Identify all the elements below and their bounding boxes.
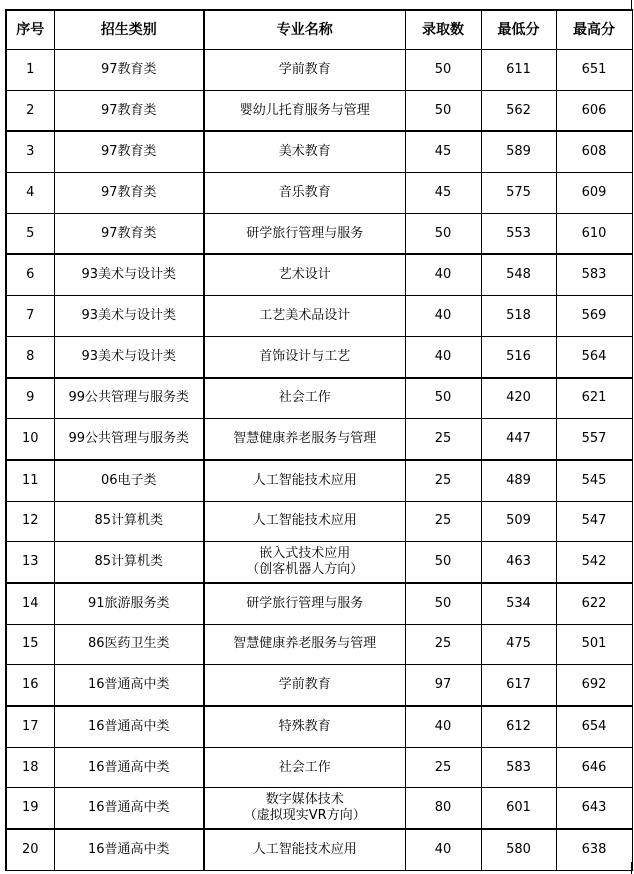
cell-no — [6, 296, 54, 337]
cell-major-text: 嵌入式技术应用 — [259, 546, 351, 562]
header-max-score: 最高分 — [556, 10, 632, 50]
cell-max-score — [556, 131, 632, 172]
cell-category — [54, 419, 204, 460]
cell-major-text: 智慧健康养老服务与管理 — [233, 636, 377, 652]
cell-major — [204, 624, 405, 665]
cell-min-score — [481, 173, 556, 214]
table-row — [6, 50, 632, 91]
cell-major — [204, 501, 405, 542]
cell-admitted-text: 40 — [434, 841, 452, 857]
table-row — [6, 173, 632, 214]
cell-max-score-text: 609 — [581, 184, 607, 200]
cell-major — [204, 131, 405, 172]
cell-max-score — [556, 747, 632, 788]
table-row — [6, 213, 632, 254]
cell-major-text: 首饰设计与工艺 — [259, 348, 351, 364]
cell-min-score-text: 589 — [506, 144, 531, 160]
table-row — [6, 296, 632, 337]
table-row — [6, 501, 632, 542]
cell-no-text: 18 — [21, 759, 39, 775]
cell-major-text: 数字媒体技术 — [265, 792, 344, 808]
cell-admitted-text: 45 — [434, 184, 452, 200]
cell-admitted-text: 97 — [434, 677, 452, 693]
cell-admitted-text: 50 — [434, 61, 452, 77]
border-edge-top — [631, 0, 632, 9]
cell-no-text: 1 — [26, 61, 35, 77]
cell-admitted — [405, 378, 481, 419]
table-row — [6, 829, 632, 870]
cell-max-score — [556, 296, 632, 337]
cell-major — [204, 665, 405, 706]
cell-major — [204, 336, 405, 377]
cell-admitted — [405, 254, 481, 295]
cell-min-score-text: 534 — [506, 595, 531, 611]
cell-min-score-text: 475 — [506, 636, 531, 652]
cell-min-score-text: 420 — [506, 390, 531, 406]
cell-category — [54, 747, 204, 788]
cell-max-score-text: 610 — [581, 225, 607, 241]
cell-no — [6, 131, 54, 172]
cell-min-score — [481, 788, 556, 829]
cell-category-text: 16普通高中类 — [87, 677, 170, 693]
cell-major — [204, 788, 405, 829]
cell-max-score-text: 622 — [581, 595, 607, 611]
cell-category-text: 97教育类 — [100, 184, 157, 200]
cell-no — [6, 90, 54, 131]
cell-admitted — [405, 747, 481, 788]
cell-major-text: 学前教育 — [278, 677, 331, 693]
cell-min-score-text: 583 — [506, 759, 531, 775]
table-body — [6, 50, 632, 871]
cell-major — [204, 419, 405, 460]
cell-max-score-text: 557 — [581, 431, 607, 447]
cell-admitted-text: 40 — [434, 307, 452, 323]
cell-category-text: 16普通高中类 — [87, 800, 170, 816]
cell-min-score — [481, 336, 556, 377]
cell-major — [204, 378, 405, 419]
table-row — [6, 624, 632, 665]
cell-admitted-text: 50 — [434, 225, 452, 241]
cell-admitted-text: 25 — [434, 513, 452, 529]
cell-no-text: 9 — [26, 390, 35, 406]
cell-max-score-text: 654 — [581, 718, 607, 734]
cell-no-text: 13 — [21, 554, 39, 570]
cell-admitted-text: 40 — [434, 267, 452, 283]
cell-min-score-text: 548 — [506, 267, 531, 283]
cell-no — [6, 706, 54, 747]
cell-category-text: 16普通高中类 — [87, 718, 170, 734]
table-row — [6, 336, 632, 377]
cell-min-score — [481, 624, 556, 665]
table-row — [6, 706, 632, 747]
cell-min-score — [481, 542, 556, 583]
cell-no — [6, 254, 54, 295]
cell-no-text: 3 — [26, 144, 35, 160]
cell-admitted — [405, 173, 481, 214]
cell-admitted-text: 25 — [434, 759, 452, 775]
cell-major — [204, 829, 405, 870]
cell-category — [54, 90, 204, 131]
header-row — [6, 10, 632, 50]
table-row — [6, 665, 632, 706]
cell-min-score — [481, 583, 556, 624]
cell-max-score — [556, 254, 632, 295]
cell-min-score-text: 489 — [506, 472, 531, 488]
cell-max-score-text: 569 — [581, 307, 607, 323]
cell-category-text: 99公共管理与服务类 — [68, 390, 190, 406]
cell-major — [204, 254, 405, 295]
cell-category — [54, 378, 204, 419]
cell-max-score-text: 638 — [581, 841, 607, 857]
cell-category-text: 93美术与设计类 — [81, 267, 177, 283]
cell-major-text: 智慧健康养老服务与管理 — [233, 431, 377, 447]
table-row — [6, 378, 632, 419]
cell-admitted — [405, 131, 481, 172]
cell-max-score-text: 545 — [581, 472, 607, 488]
table-row — [6, 254, 632, 295]
cell-major-text: 人工智能技术应用 — [252, 513, 357, 529]
table-row — [6, 131, 632, 172]
cell-category — [54, 501, 204, 542]
table-row — [6, 90, 632, 131]
cell-admitted — [405, 419, 481, 460]
cell-category — [54, 706, 204, 747]
cell-no-text: 12 — [21, 513, 39, 529]
cell-admitted-text: 25 — [434, 636, 452, 652]
cell-no — [6, 747, 54, 788]
cell-max-score — [556, 336, 632, 377]
cell-category — [54, 336, 204, 377]
cell-no — [6, 419, 54, 460]
cell-admitted-text: 50 — [434, 102, 452, 118]
cell-category-text: 85计算机类 — [94, 554, 164, 570]
cell-category-text: 97教育类 — [100, 102, 157, 118]
cell-major — [204, 296, 405, 337]
cell-min-score — [481, 131, 556, 172]
cell-min-score — [481, 419, 556, 460]
cell-no — [6, 542, 54, 583]
cell-no-text: 15 — [21, 636, 39, 652]
cell-category-text: 16普通高中类 — [87, 841, 170, 857]
cell-admitted-text: 45 — [434, 144, 452, 160]
cell-no — [6, 665, 54, 706]
cell-no — [6, 50, 54, 91]
cell-no-text: 20 — [21, 841, 39, 857]
cell-min-score — [481, 829, 556, 870]
cell-max-score — [556, 378, 632, 419]
cell-major — [204, 460, 405, 501]
cell-category-text: 99公共管理与服务类 — [68, 431, 190, 447]
cell-no — [6, 173, 54, 214]
cell-no-text: 4 — [26, 184, 35, 200]
cell-major-text: 美术教育 — [278, 144, 331, 160]
cell-category — [54, 173, 204, 214]
cell-admitted-text: 25 — [434, 431, 452, 447]
cell-category — [54, 50, 204, 91]
cell-no-text: 16 — [21, 677, 39, 693]
cell-no — [6, 501, 54, 542]
cell-category-text: 16普通高中类 — [87, 759, 170, 775]
cell-max-score-text: 547 — [581, 513, 607, 529]
cell-major — [204, 90, 405, 131]
cell-admitted — [405, 788, 481, 829]
cell-min-score — [481, 90, 556, 131]
cell-admitted — [405, 213, 481, 254]
table-row — [6, 542, 632, 583]
cell-admitted — [405, 665, 481, 706]
cell-category — [54, 213, 204, 254]
cell-max-score — [556, 788, 632, 829]
cell-admitted — [405, 624, 481, 665]
cell-category-text: 97教育类 — [100, 61, 157, 77]
table-row — [6, 583, 632, 624]
header-no: 序号 — [6, 10, 54, 50]
cell-category-text: 06电子类 — [100, 472, 157, 488]
table-row — [6, 747, 632, 788]
cell-category — [54, 131, 204, 172]
table-row — [6, 460, 632, 501]
cell-min-score-text: 518 — [506, 307, 531, 323]
cell-max-score — [556, 173, 632, 214]
cell-admitted — [405, 583, 481, 624]
cell-min-score-text: 447 — [506, 431, 531, 447]
cell-max-score — [556, 706, 632, 747]
cell-major-text: 社会工作 — [278, 759, 331, 775]
cell-major — [204, 50, 405, 91]
cell-admitted — [405, 706, 481, 747]
cell-min-score-text: 601 — [506, 800, 531, 816]
cell-no-text: 6 — [26, 267, 35, 283]
cell-max-score — [556, 213, 632, 254]
cell-no-text: 11 — [21, 472, 39, 488]
cell-category — [54, 788, 204, 829]
cell-category-text: 85计算机类 — [94, 513, 164, 529]
cell-category — [54, 296, 204, 337]
table-row — [6, 419, 632, 460]
cell-major-text: 社会工作 — [278, 390, 331, 406]
cell-min-score — [481, 460, 556, 501]
cell-no — [6, 829, 54, 870]
cell-min-score — [481, 254, 556, 295]
cell-category-text: 97教育类 — [100, 144, 157, 160]
cell-max-score — [556, 50, 632, 91]
cell-major-text: 特殊教育 — [278, 718, 331, 734]
cell-min-score — [481, 747, 556, 788]
cell-max-score — [556, 90, 632, 131]
header-admitted: 录取数 — [405, 10, 481, 50]
cell-no-text: 2 — [26, 102, 35, 118]
cell-admitted — [405, 90, 481, 131]
cell-min-score — [481, 50, 556, 91]
cell-major — [204, 542, 405, 583]
cell-min-score — [481, 665, 556, 706]
cell-admitted — [405, 542, 481, 583]
cell-admitted-text: 50 — [434, 595, 452, 611]
cell-admitted — [405, 501, 481, 542]
cell-major-text: 人工智能技术应用 — [252, 841, 357, 857]
border-edge-bottom — [631, 862, 632, 874]
cell-major — [204, 213, 405, 254]
cell-category — [54, 665, 204, 706]
cell-category — [54, 624, 204, 665]
cell-no — [6, 336, 54, 377]
cell-min-score — [481, 213, 556, 254]
cell-max-score — [556, 624, 632, 665]
cell-max-score-text: 606 — [581, 102, 607, 118]
cell-category — [54, 542, 204, 583]
cell-admitted — [405, 50, 481, 91]
cell-min-score-text: 575 — [506, 184, 531, 200]
cell-admitted-text: 80 — [434, 800, 452, 816]
cell-no-text: 17 — [21, 718, 39, 734]
cell-max-score — [556, 501, 632, 542]
cell-admitted-text: 40 — [434, 718, 452, 734]
cell-category — [54, 254, 204, 295]
cell-admitted-text: 40 — [434, 348, 452, 364]
cell-admitted-text: 50 — [434, 554, 452, 570]
cell-max-score-text: 608 — [581, 144, 607, 160]
cell-min-score-text: 611 — [506, 61, 531, 77]
cell-admitted-text: 50 — [434, 390, 452, 406]
cell-min-score — [481, 501, 556, 542]
cell-major — [204, 583, 405, 624]
cell-min-score — [481, 706, 556, 747]
cell-min-score-text: 509 — [506, 513, 531, 529]
table-row — [6, 788, 632, 829]
cell-no-text: 10 — [21, 431, 39, 447]
cell-no — [6, 624, 54, 665]
cell-max-score-text: 564 — [581, 348, 607, 364]
cell-admitted-text: 25 — [434, 472, 452, 488]
cell-max-score-text: 643 — [581, 800, 607, 816]
cell-max-score-text: 501 — [581, 636, 607, 652]
cell-major-note: （虚拟现实VR方向） — [243, 808, 366, 824]
cell-max-score — [556, 419, 632, 460]
cell-min-score-text: 612 — [506, 718, 531, 734]
cell-category — [54, 829, 204, 870]
cell-no — [6, 460, 54, 501]
cell-no — [6, 788, 54, 829]
cell-max-score-text: 651 — [581, 61, 607, 77]
cell-max-score-text: 583 — [581, 267, 607, 283]
cell-max-score-text: 692 — [581, 677, 607, 693]
cell-category-text: 86医药卫生类 — [87, 636, 170, 652]
cell-major-text: 研学旅行管理与服务 — [246, 595, 364, 611]
cell-no — [6, 378, 54, 419]
cell-min-score — [481, 296, 556, 337]
cell-min-score-text: 617 — [506, 677, 531, 693]
cell-admitted — [405, 336, 481, 377]
cell-major — [204, 747, 405, 788]
cell-major-text: 婴幼儿托育服务与管理 — [239, 102, 370, 118]
cell-no — [6, 213, 54, 254]
cell-max-score — [556, 829, 632, 870]
cell-min-score-text: 463 — [506, 554, 531, 570]
cell-major-text: 艺术设计 — [278, 267, 331, 283]
cell-max-score-text: 542 — [581, 554, 607, 570]
cell-major — [204, 173, 405, 214]
cell-admitted — [405, 460, 481, 501]
cell-no-text: 8 — [26, 348, 35, 364]
cell-admitted — [405, 829, 481, 870]
cell-max-score — [556, 542, 632, 583]
cell-major-text: 人工智能技术应用 — [252, 472, 357, 488]
cell-min-score-text: 562 — [506, 102, 531, 118]
cell-min-score-text: 580 — [506, 841, 531, 857]
cell-max-score — [556, 665, 632, 706]
cell-min-score — [481, 378, 556, 419]
admission-table — [5, 9, 633, 871]
cell-no-text: 19 — [21, 800, 39, 816]
cell-max-score — [556, 460, 632, 501]
cell-category — [54, 583, 204, 624]
cell-major-note: （创客机器人方向） — [246, 562, 364, 578]
cell-no — [6, 583, 54, 624]
cell-major — [204, 706, 405, 747]
cell-admitted — [405, 296, 481, 337]
cell-category-text: 97教育类 — [100, 225, 157, 241]
cell-category-text: 91旅游服务类 — [87, 595, 170, 611]
header-category: 招生类别 — [54, 10, 204, 50]
cell-no-text: 7 — [26, 307, 35, 323]
cell-min-score-text: 553 — [506, 225, 531, 241]
cell-major-text: 学前教育 — [278, 61, 331, 77]
cell-no-text: 5 — [26, 225, 35, 241]
header-min-score: 最低分 — [481, 10, 556, 50]
cell-category-text: 93美术与设计类 — [81, 348, 177, 364]
cell-min-score-text: 516 — [506, 348, 531, 364]
header-major: 专业名称 — [204, 10, 405, 50]
cell-category-text: 93美术与设计类 — [81, 307, 177, 323]
cell-major-text: 研学旅行管理与服务 — [246, 225, 364, 241]
cell-major-text: 工艺美术品设计 — [259, 307, 351, 323]
cell-category — [54, 460, 204, 501]
cell-max-score-text: 621 — [581, 390, 607, 406]
cell-no-text: 14 — [21, 595, 39, 611]
cell-max-score-text: 646 — [581, 759, 607, 775]
cell-max-score — [556, 583, 632, 624]
cell-major-text: 音乐教育 — [278, 184, 331, 200]
